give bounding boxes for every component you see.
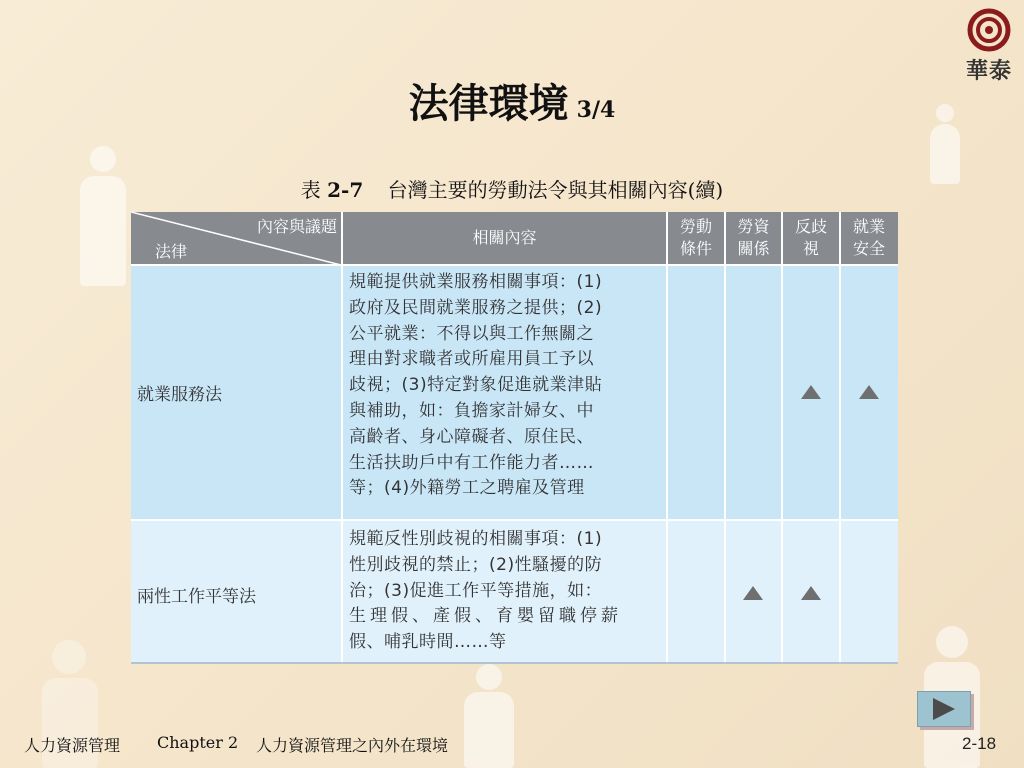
page-title bbox=[0, 72, 1024, 129]
table-caption-label: 表 bbox=[300, 178, 321, 202]
header-diagonal-top: 內容與議題 bbox=[256, 217, 337, 236]
play-arrow-icon bbox=[933, 698, 955, 720]
header-diagonal-bottom: 法律 bbox=[155, 242, 188, 261]
footer-page-number: 2-18 bbox=[962, 734, 997, 753]
row-content-employment-service: 規範提供就業服務相關事項：(1) 政府及民間就業服務之提供；(2) 公平就業：不得以與工作無關之 理由對求職者或所雇用員工予以 歧視；(3)特定對象促進就業津貼 與補助，如：負擔家計婦女、中 高齡者、身心障礙者、原住民、 生活扶助戶中有工作能力者…… 等；(4)外籍勞工之聘雇及管理 bbox=[349, 272, 603, 499]
row-law-gender-equality: 兩性工作平等法 bbox=[137, 587, 256, 607]
header-content: 相關內容 bbox=[472, 228, 537, 247]
page-title-main: 法律環境 bbox=[408, 80, 569, 127]
mark-triangle-icon bbox=[859, 385, 879, 399]
logo-text: 華泰 bbox=[966, 58, 1013, 84]
row-law-employment-service: 就業服務法 bbox=[137, 385, 222, 405]
mark-triangle-icon bbox=[801, 586, 821, 600]
mark-triangle-icon bbox=[743, 586, 763, 600]
table-caption bbox=[0, 174, 1024, 203]
table-caption-number: 2-7 bbox=[327, 178, 364, 202]
footer-chapter-title: 人力資源管理之內外在環境 bbox=[256, 736, 449, 755]
header-col-anti-discrimination: 反歧 視 bbox=[794, 217, 827, 258]
page-title-page: 3/4 bbox=[576, 97, 616, 123]
labor-law-table bbox=[131, 212, 898, 664]
mark-triangle-icon bbox=[801, 385, 821, 399]
background-person-figure bbox=[462, 664, 516, 768]
header-col-labor-conditions: 勞動 條件 bbox=[679, 217, 712, 258]
header-col-labor-relations: 勞資 關係 bbox=[737, 217, 770, 258]
next-slide-button[interactable] bbox=[917, 691, 971, 727]
logo-ring-icon bbox=[967, 8, 1011, 52]
footer-chapter: Chapter 2 bbox=[157, 733, 239, 752]
header-col-employment-security: 就業 安全 bbox=[852, 217, 885, 258]
row-content-gender-equality: 規範反性別歧視的相關事項：(1) 性別歧視的禁止；(2)性騷擾的防 治；(3)促進工作平等措施，如： 生理假、產假、育嬰留職停薪 假、哺乳時間……等 bbox=[349, 529, 622, 653]
footer-course: 人力資源管理 bbox=[24, 736, 121, 755]
background-person-figure bbox=[78, 146, 128, 286]
table-caption-text: 台灣主要的勞動法令與其相關內容(續) bbox=[387, 178, 724, 202]
